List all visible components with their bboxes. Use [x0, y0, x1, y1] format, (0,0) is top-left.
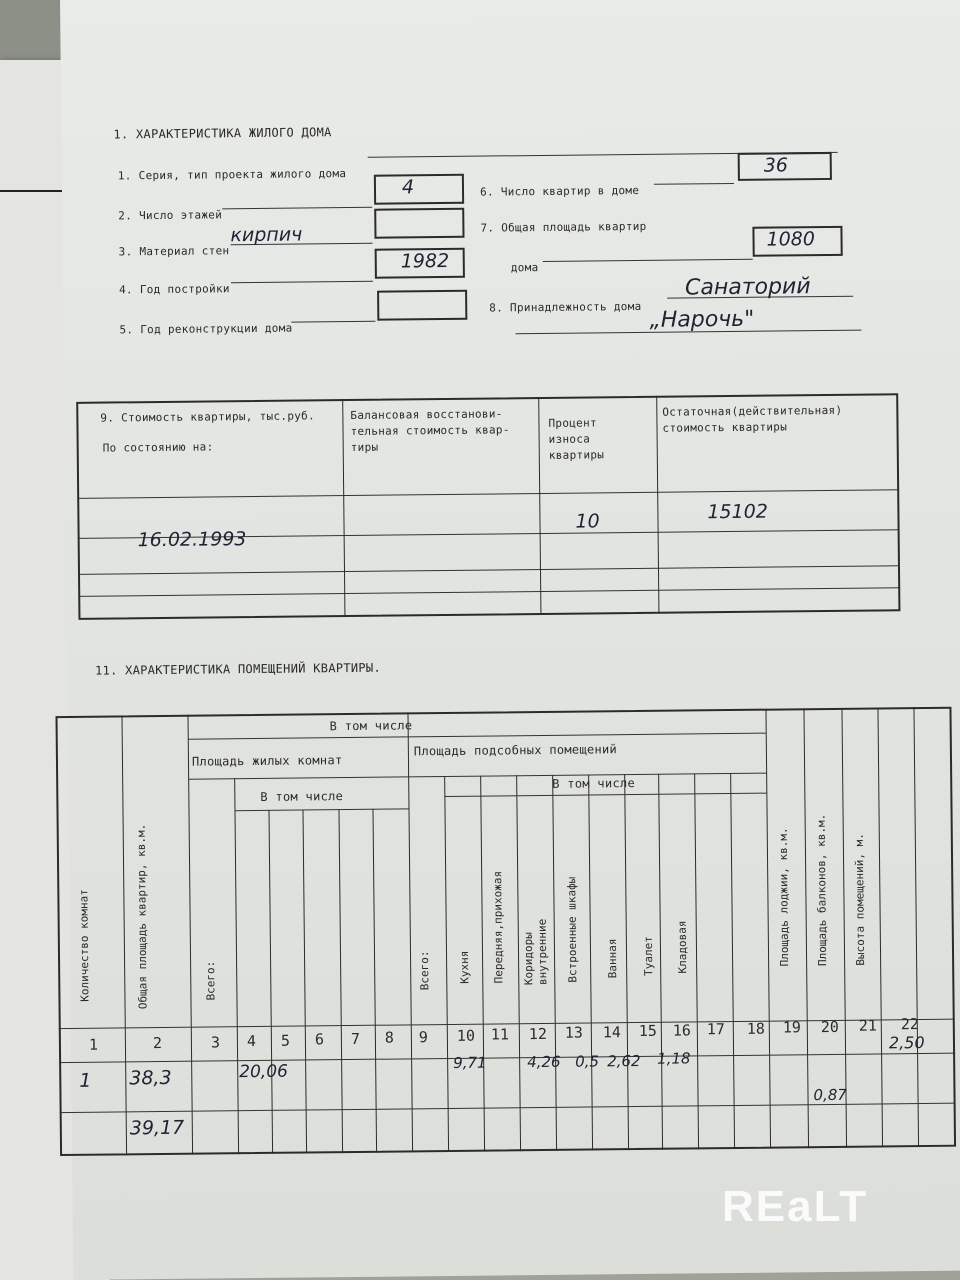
column-number: 8: [384, 1028, 395, 1047]
section11-title: 11. ХАРАКТЕРИСТИКА ПОМЕЩЕНИЙ КВАРТИРЫ.: [94, 660, 382, 678]
field-floors-value: 4: [401, 176, 415, 199]
header-c14: Ванная: [605, 938, 620, 979]
row1-height: 2,50: [888, 1033, 925, 1053]
cost-col-date: По состоянию на:: [102, 440, 214, 455]
row1-kitchen: 9,71: [453, 1053, 487, 1072]
header-c19: Площадь лоджии, кв.м.: [776, 827, 792, 967]
field-reconstruction-label: 5. Год реконструкции дома: [119, 321, 293, 337]
column-number: 15: [638, 1021, 657, 1040]
header-c9: Всего:: [417, 950, 432, 991]
column-number: 13: [564, 1023, 583, 1042]
field-year-built-label: 4. Год постройки: [118, 282, 230, 297]
field-total-area-value: 1080: [766, 228, 816, 251]
column-number: 21: [858, 1016, 877, 1035]
row1-corridor: 4,26: [527, 1052, 561, 1072]
header-c3: Всего:: [204, 960, 218, 1001]
field-floors-label: 2. Число этажей: [118, 208, 223, 223]
row1-toilet: 1,18: [657, 1049, 691, 1068]
column-number: 16: [672, 1021, 691, 1040]
field-ownership-label: 8. Принадлежность дома: [489, 299, 642, 315]
column-number: 1: [88, 1035, 99, 1054]
cost-col-wear-1: Процент: [548, 416, 597, 430]
column-number: 22: [900, 1015, 919, 1034]
row1-rooms: 1: [79, 1069, 92, 1092]
header-incl: В том числе: [329, 718, 413, 734]
field-walls-value: кирпич: [230, 223, 303, 247]
field-apartments-value: 36: [763, 154, 789, 177]
column-number: 7: [350, 1029, 361, 1049]
cost-row-date: 16.02.1993: [137, 528, 247, 552]
document-page: [60, 0, 960, 1280]
header-c21: Высота помещений, м.: [852, 833, 868, 966]
header-c11: Передняя,прихожая: [491, 870, 506, 984]
header-incl-aux: В том числе: [552, 776, 636, 791]
field-walls-box: [374, 208, 464, 239]
header-c12a: Коридоры: [521, 932, 536, 986]
header-c12b: внутренние: [535, 918, 550, 986]
header-living: Площадь жилых комнат: [191, 753, 343, 769]
field-ownership-value-b: „Нарочь": [649, 306, 755, 333]
column-number: 17: [706, 1020, 725, 1039]
field-total-area-label-b: дома: [510, 261, 539, 275]
cost-col-balance-2: тельная стоимость квар-: [350, 423, 510, 438]
column-number: 18: [746, 1019, 765, 1038]
header-c20: Площадь балконов, кв.м.: [814, 813, 830, 967]
watermark-logo: REaLT: [722, 1182, 869, 1231]
cost-row-value: 15102: [707, 500, 768, 524]
field-apartments-label: 6. Число квартир в доме: [479, 183, 640, 199]
field-ownership-value-a: Санаторий: [684, 274, 811, 301]
row2-balcony: 0,87: [813, 1085, 848, 1105]
cost-col-residual-1: Остаточная(действительная): [662, 403, 843, 419]
header-c15: Туалет: [641, 936, 656, 976]
field-reconstruction-box: [377, 290, 467, 321]
column-number: 4: [246, 1032, 257, 1051]
row1-wardrobe: 0,5: [575, 1052, 600, 1071]
header-c2: Общая площадь квартир, кв.м.: [134, 823, 150, 1010]
header-aux: Площадь подсобных помещений: [413, 742, 618, 759]
cost-col-wear-3: квартиры: [548, 448, 605, 462]
cost-col-residual-2: стоимость квартиры: [662, 420, 788, 435]
field-total-area-label: 7. Общая площадь квартир: [480, 219, 647, 235]
column-number: 20: [820, 1017, 839, 1037]
column-number: 19: [782, 1018, 801, 1037]
field-series-label: 1. Серия, тип проекта жилого дома: [117, 167, 347, 183]
row1-bath: 2,62: [607, 1051, 641, 1071]
header-c10: Кухня: [457, 950, 472, 984]
row1-total: 38,3: [129, 1066, 172, 1090]
section1-title: 1. ХАРАКТЕРИСТИКА ЖИЛОГО ДОМА: [113, 125, 332, 142]
column-number: 14: [602, 1023, 621, 1042]
row2-total: 39,17: [129, 1116, 185, 1140]
column-number: 9: [418, 1028, 429, 1047]
column-number: 3: [210, 1033, 221, 1052]
field-walls-label: 3. Материал стен: [118, 244, 230, 259]
header-c16: Кладовая: [675, 920, 690, 974]
column-number: 5: [280, 1031, 291, 1050]
column-number: 2: [152, 1033, 163, 1053]
row1-living: 20,06: [239, 1061, 289, 1083]
column-number: 10: [456, 1026, 476, 1045]
header-c1: Количество комнат: [77, 889, 92, 1002]
header-c13: Встроенные шкафы: [565, 876, 580, 983]
header-incl-living: В том числе: [260, 789, 344, 804]
cost-row-percent: 10: [575, 510, 600, 533]
column-number: 11: [490, 1025, 510, 1044]
section9-title: 9. Стоимость квартиры, тыс.руб.: [100, 409, 316, 425]
column-number: 6: [314, 1030, 325, 1049]
column-number: 12: [528, 1024, 548, 1044]
field-year-built-value: 1982: [400, 249, 450, 273]
field-floors-box: [374, 174, 464, 205]
cost-col-wear-2: износа: [548, 432, 591, 446]
cost-col-balance-3: тиры: [350, 440, 379, 454]
cost-col-balance-1: Балансовая восстанови-: [350, 407, 503, 422]
